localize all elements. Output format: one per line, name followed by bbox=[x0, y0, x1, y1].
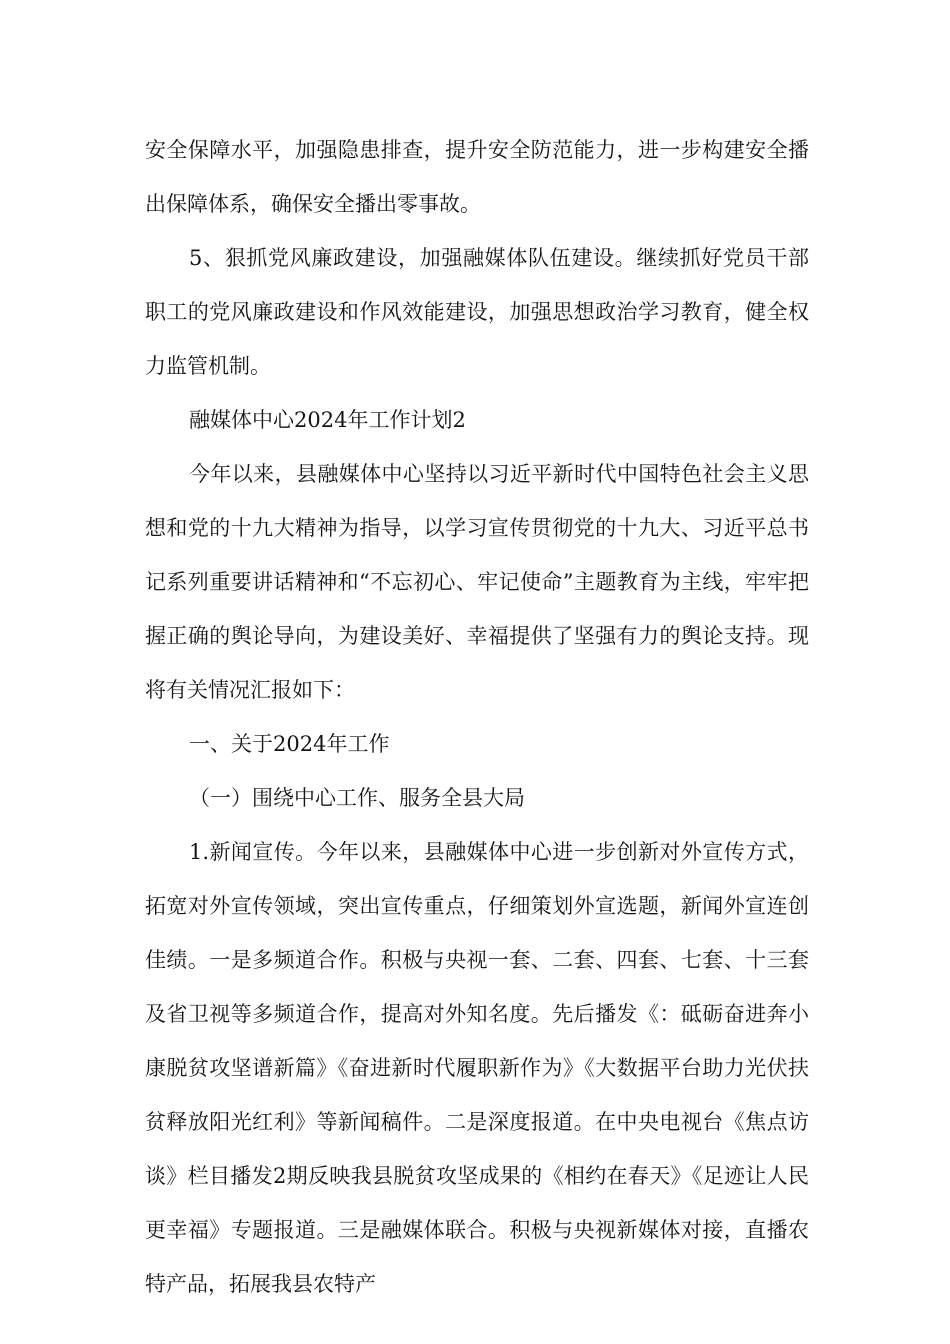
paragraph-introduction: 今年以来，县融媒体中心坚持以习近平新时代中国特色社会主义思想和党的十九大精神为指导，以学习宣传贯彻党的十九大、习近平总书记系列重要讲话精神和“不忘初心、牢记使命”主题教育为主线，牢牢把握正确的舆论导向，为建设美好、幸福提供了坚强有力的舆论支持。现将有关情况汇报如下： bbox=[145, 462, 809, 702]
heading-level-2: （一）围绕中心工作、服务全县大局 bbox=[189, 786, 525, 810]
paragraph-news-publicity: 1.新闻宣传。今年以来，县融媒体中心进一步创新对外宣传方式，拓宽对外宣传领域，突出宣传重点，仔细策划外宣选题，新闻外宣连创佳绩。一是多频道合作。积极与央视一套、二套、四套、七套、十三套及省卫视等多频道合作，提高对外知名度。先后播发《：砥砺奋进奔小康脱贫攻坚谱新篇》《奋进新时代履职新作为》《大数据平台助力光伏扶贫释放阳光红利》等新闻稿件。二是深度报道。在中央电视台《焦点访谈》栏目播发2期反映我县脱贫攻坚成果的《相约在春天》《足迹让人民更幸福》专题报道。三是融媒体联合。积极与央视新媒体对接，直播农特产品，拓展我县农特产 bbox=[145, 840, 809, 1296]
paragraph-safety-continuation: 安全保障水平，加强隐患排查，提升安全防范能力，进一步构建安全播出保障体系，确保安全播出零事故。 bbox=[145, 138, 809, 216]
document-section-title: 融媒体中心2024年工作计划2 bbox=[189, 408, 466, 432]
heading-level-1: 一、关于2024年工作 bbox=[189, 732, 390, 756]
paragraph-party-conduct: 5、狠抓党风廉政建设，加强融媒体队伍建设。继续抓好党员干部职工的党风廉政建设和作风效能建设，加强思想政治学习教育，健全权力监管机制。 bbox=[145, 246, 809, 378]
document-body bbox=[145, 123, 809, 1311]
